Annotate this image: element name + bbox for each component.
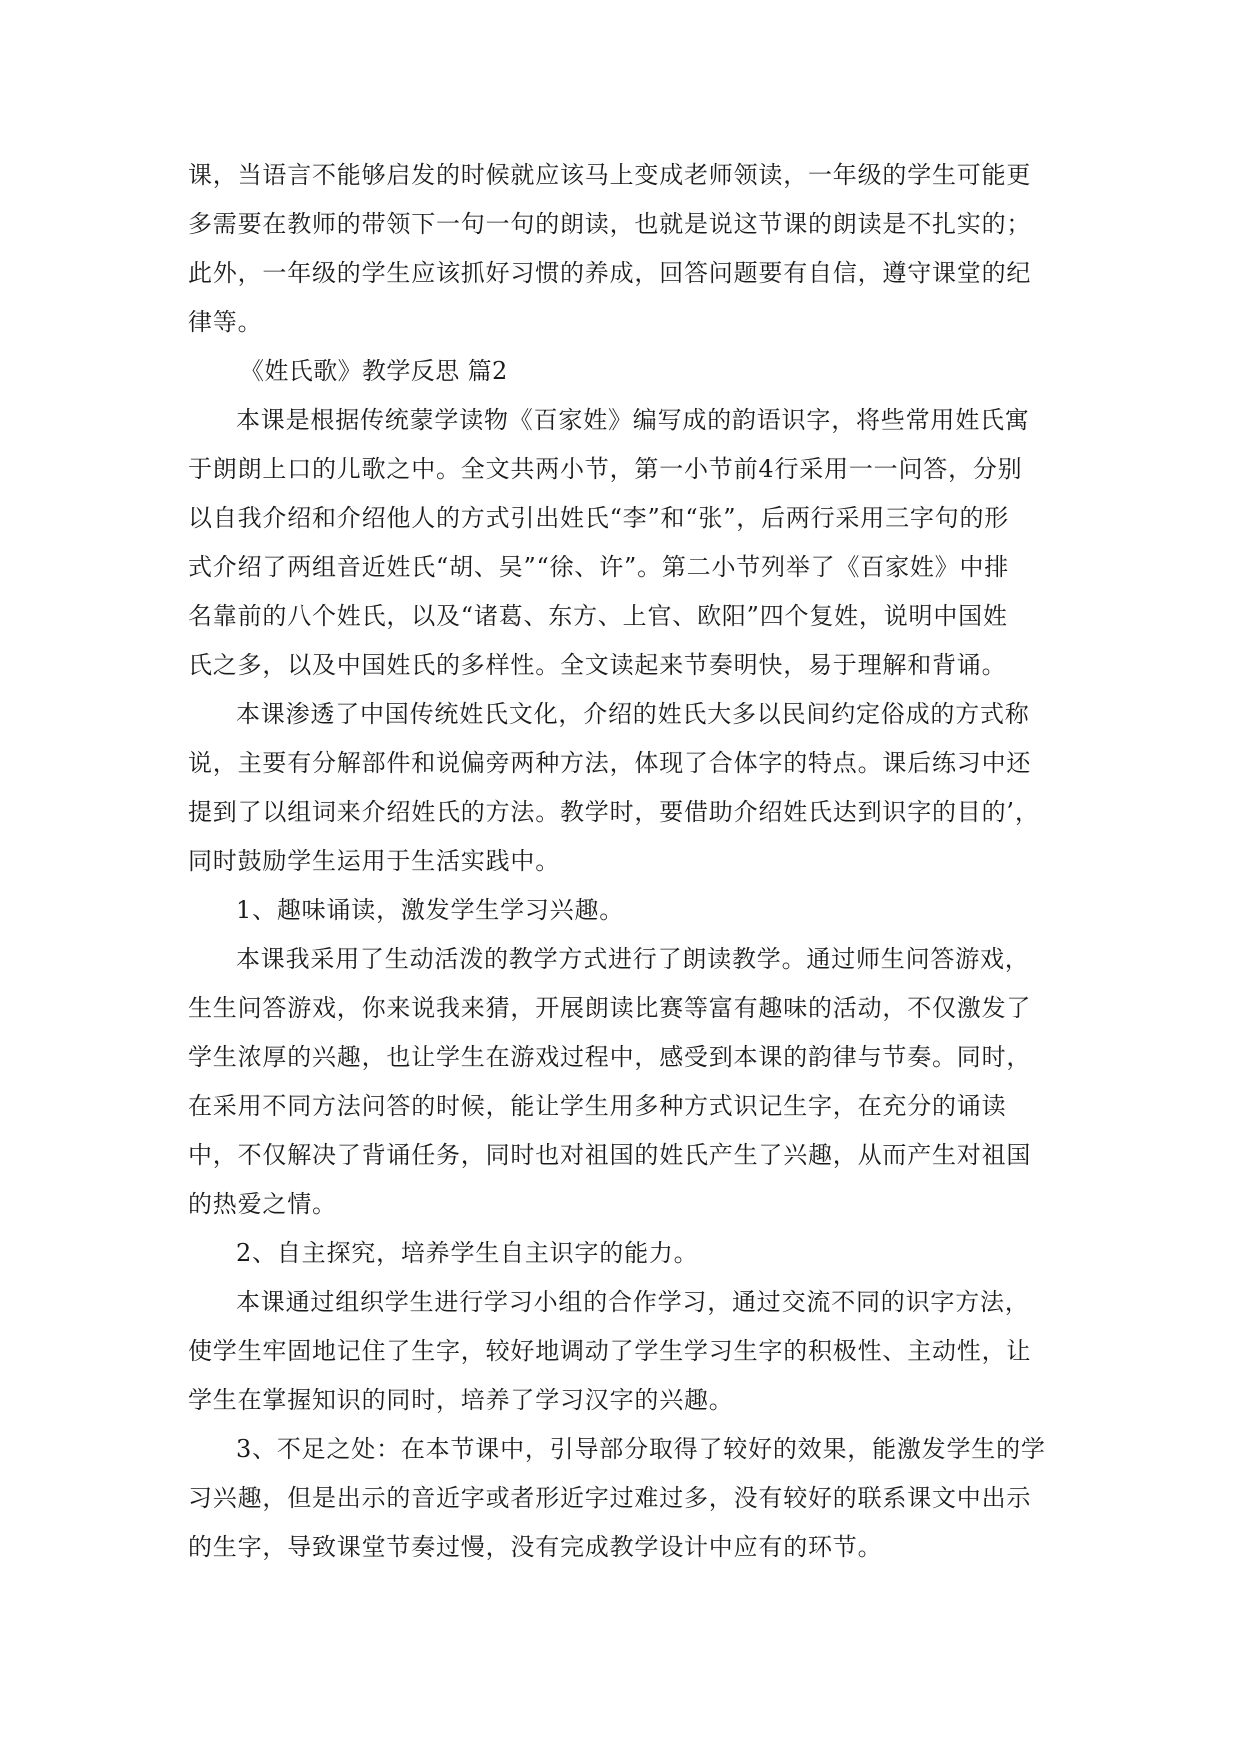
paragraph-line: 多需要在教师的带领下一句一句的朗读，也就是说这节课的朗读是不扎实的；	[188, 210, 1032, 238]
paragraph-line: 本课是根据传统蒙学读物《百家姓》编写成的韵语识字，将些常用姓氏寓	[236, 406, 1030, 434]
paragraph-line: 提到了以组词来介绍姓氏的方法。教学时，要借助介绍姓氏达到识字的目的’，	[188, 798, 1040, 826]
paragraph	[188, 151, 1060, 347]
paragraph-line: 生生问答游戏，你来说我来猜，开展朗读比赛等富有趣味的活动，不仅激发了	[188, 994, 1032, 1022]
paragraph	[188, 690, 1060, 886]
paragraph-line: 的生字，导致课堂节奏过慢，没有完成教学设计中应有的环节。	[188, 1533, 883, 1561]
paragraph-line: 3、不足之处：在本节课中，引导部分取得了较好的效果，能激发学生的学	[236, 1435, 1046, 1463]
paragraph	[188, 1425, 1060, 1572]
section-heading	[188, 347, 1060, 396]
document-body	[188, 151, 1060, 1572]
paragraph-line: 此外，一年级的学生应该抓好习惯的养成，回答问题要有自信，遵守课堂的纪	[188, 259, 1032, 287]
paragraph-line: 在采用不同方法问答的时候，能让学生用多种方式识记生字，在充分的诵读	[188, 1092, 1007, 1120]
paragraph	[188, 1278, 1060, 1425]
paragraph-line: 氏之多，以及中国姓氏的多样性。全文读起来节奏明快，易于理解和背诵。	[188, 651, 1007, 679]
paragraph-line: 于朗朗上口的儿歌之中。全文共两小节，第一小节前4行采用一一问答，分别	[188, 455, 1023, 483]
paragraph	[188, 886, 1060, 935]
paragraph-line: 名靠前的八个姓氏，以及“诸葛、东方、上官、欧阳”四个复姓，说明中国姓	[188, 602, 1008, 630]
paragraph-line: 律等。	[188, 308, 263, 336]
paragraph-line: 课，当语言不能够启发的时候就应该马上变成老师领读，一年级的学生可能更	[188, 161, 1032, 189]
paragraph-line: 习兴趣，但是出示的音近字或者形近字过难过多，没有较好的联系课文中出示	[188, 1484, 1032, 1512]
paragraph-line: 本课我采用了生动活泼的教学方式进行了朗读教学。通过师生问答游戏，	[236, 945, 1030, 973]
paragraph-line: 同时鼓励学生运用于生活实践中。	[188, 847, 560, 875]
paragraph-line: 2、自主探究，培养学生自主识字的能力。	[236, 1239, 699, 1267]
paragraph-line: 以自我介绍和介绍他人的方式引出姓氏“李”和“张”，后两行采用三字句的形	[188, 504, 1010, 532]
paragraph-line: 1、趣味诵读，激发学生学习兴趣。	[236, 896, 625, 924]
paragraph-line: 式介绍了两组音近姓氏“胡、吴”“徐、许”。第二小节列举了《百家姓》中排	[188, 553, 1010, 581]
paragraph-line: 使学生牢固地记住了生字，较好地调动了学生学习生字的积极性、主动性，让	[188, 1337, 1032, 1365]
paragraph-line: 学生在掌握知识的同时，培养了学习汉字的兴趣。	[188, 1386, 734, 1414]
paragraph	[188, 935, 1060, 1229]
paragraph-line: 的热爱之情。	[188, 1190, 337, 1218]
paragraph	[188, 1229, 1060, 1278]
paragraph	[188, 396, 1060, 690]
paragraph-line: 本课渗透了中国传统姓氏文化，介绍的姓氏大多以民间约定俗成的方式称	[236, 700, 1030, 728]
paragraph-line: 本课通过组织学生进行学习小组的合作学习，通过交流不同的识字方法，	[236, 1288, 1030, 1316]
paragraph-line: 中，不仅解决了背诵任务，同时也对祖国的姓氏产生了兴趣，从而产生对祖国	[188, 1141, 1032, 1169]
paragraph-line: 说，主要有分解部件和说偏旁两种方法，体现了合体字的特点。课后练习中还	[188, 749, 1032, 777]
paragraph-line: 学生浓厚的兴趣，也让学生在游戏过程中，感受到本课的韵律与节奏。同时，	[188, 1043, 1032, 1071]
heading-text: 《姓氏歌》教学反思 篇2	[240, 357, 508, 385]
